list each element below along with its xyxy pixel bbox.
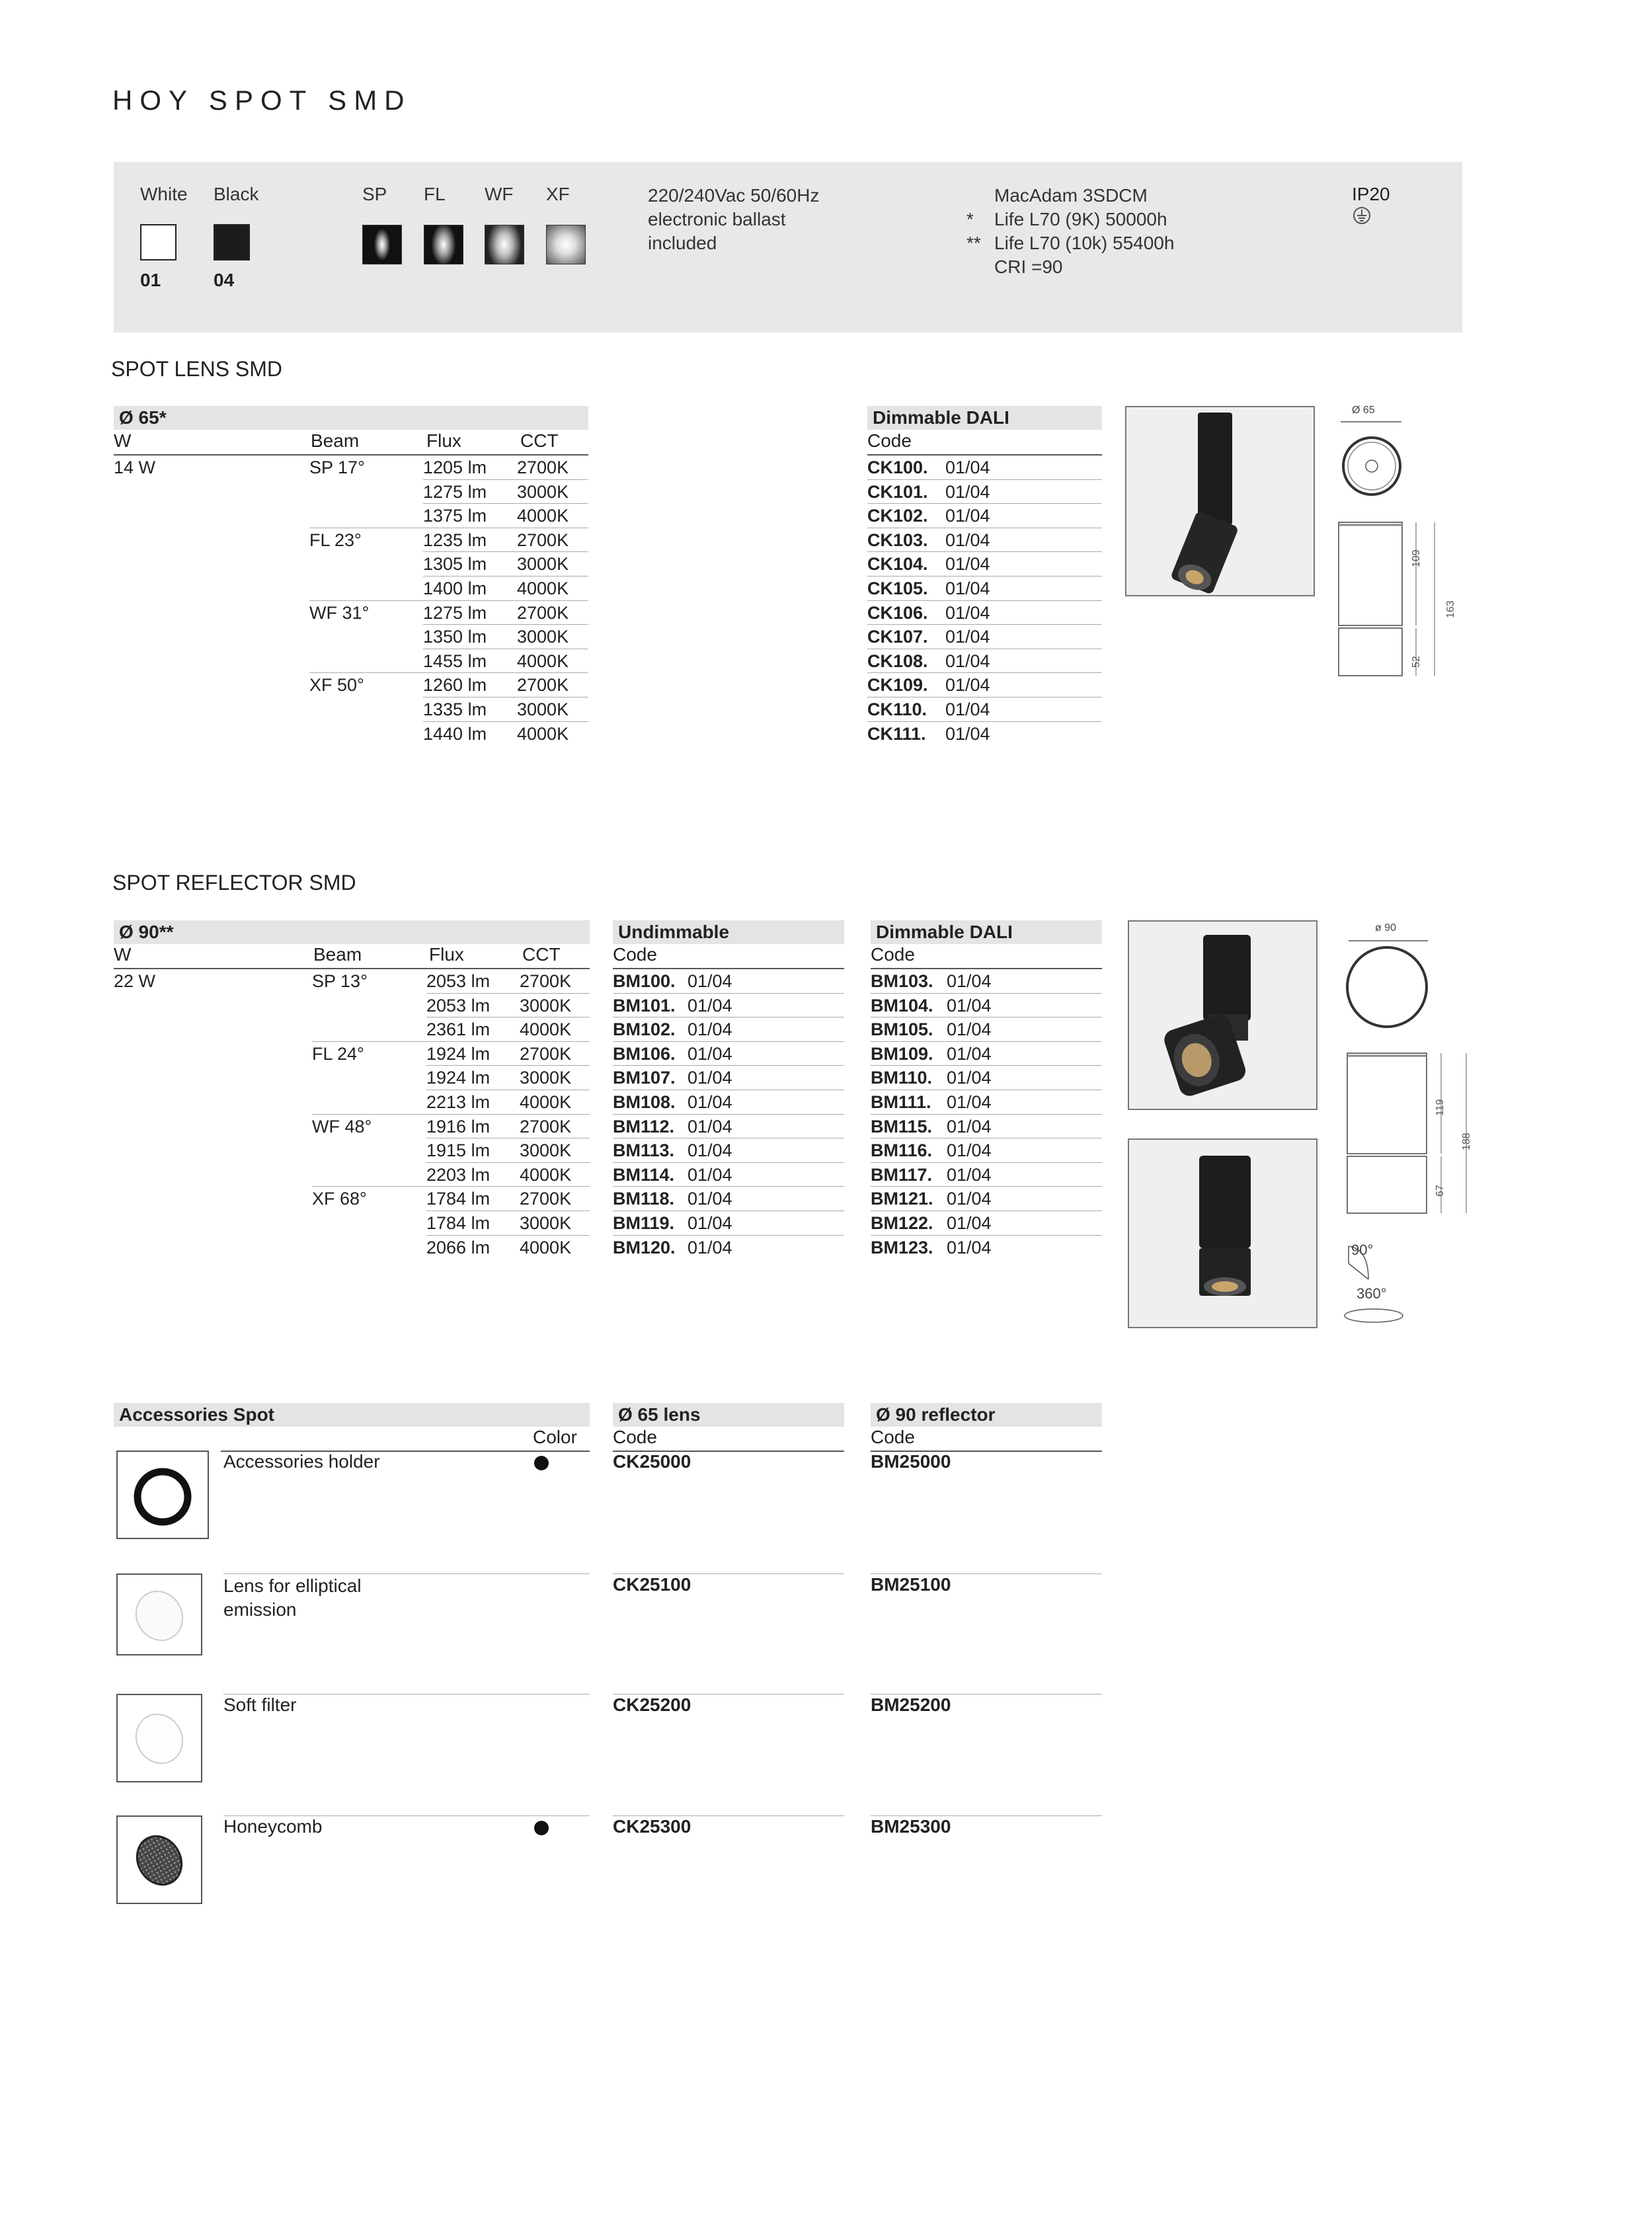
reflector-dim-h1: 119 bbox=[1435, 1099, 1446, 1116]
electrical-line: electronic ballast bbox=[648, 209, 786, 229]
reflector-undim-code: BM106. bbox=[613, 1043, 676, 1064]
spec-text: CRI =90 bbox=[994, 257, 1063, 277]
reflector-dali-color: 01/04 bbox=[947, 995, 992, 1015]
lens-dali-code: CK101. bbox=[867, 481, 928, 502]
reflector-undim-code: BM119. bbox=[613, 1213, 675, 1233]
reflector-col-w: W bbox=[114, 944, 132, 965]
reflector-flux: 1924 lm bbox=[426, 1068, 491, 1088]
lens-cct: 2700K bbox=[517, 675, 569, 696]
beam-label-wf: WF bbox=[485, 184, 514, 204]
lens-flux: 1260 lm bbox=[423, 675, 487, 696]
reflector-flux: 2213 lm bbox=[426, 1092, 491, 1112]
reflector-section-title: SPOT REFLECTOR SMD bbox=[112, 871, 356, 895]
lens-cct: 4000K bbox=[517, 506, 569, 526]
accessories-lens-header: Ø 65 lens bbox=[613, 1403, 844, 1427]
reflector-dali-code: BM104. bbox=[871, 995, 933, 1015]
reflector-col-flux: Flux bbox=[429, 944, 464, 965]
lens-dali-code: CK108. bbox=[867, 651, 928, 671]
reflector-flux: 2066 lm bbox=[426, 1237, 491, 1257]
reflector-undim-color: 01/04 bbox=[688, 995, 732, 1015]
lens-color-code: 01/04 bbox=[945, 530, 990, 550]
accessory-reflector-code: BM25000 bbox=[871, 1451, 951, 1472]
reflector-dim-total: 188 bbox=[1461, 1133, 1472, 1150]
reflector-dim-h2: 67 bbox=[1435, 1185, 1446, 1197]
lens-technical-drawing bbox=[1335, 417, 1468, 688]
reflector-dali-code: BM110. bbox=[871, 1068, 933, 1088]
lens-cct: 2700K bbox=[517, 458, 569, 477]
lens-dali-code: CK110. bbox=[867, 699, 927, 719]
reflector-flux: 2053 lm bbox=[426, 995, 491, 1015]
reflector-undim-color: 01/04 bbox=[688, 1164, 732, 1185]
beam-label-xf: XF bbox=[546, 184, 570, 204]
reflector-cct: 3000K bbox=[520, 1213, 572, 1233]
color-label-black: Black bbox=[214, 184, 259, 204]
lens-watt: 14 W bbox=[114, 458, 156, 477]
lens-dim-total: 163 bbox=[1445, 600, 1456, 618]
ground-icon bbox=[1353, 206, 1371, 225]
reflector-cct: 2700K bbox=[520, 971, 572, 991]
lens-dali-code: CK105. bbox=[867, 578, 928, 598]
lens-beam: SP 17° bbox=[309, 458, 365, 477]
reflector-dali-code: BM111. bbox=[871, 1092, 931, 1112]
lens-color-code: 01/04 bbox=[945, 506, 990, 526]
reflector-dali-color: 01/04 bbox=[947, 1019, 992, 1040]
lens-color-code: 01/04 bbox=[945, 627, 990, 647]
reflector-cct: 2700K bbox=[520, 1189, 572, 1209]
reflector-flux: 1784 lm bbox=[426, 1213, 491, 1233]
reflector-undim-code-header: Code bbox=[613, 944, 657, 965]
reflector-col-cct: CCT bbox=[522, 944, 561, 965]
reflector-dali-code: BM116. bbox=[871, 1140, 933, 1161]
reflector-undim-color: 01/04 bbox=[688, 1189, 732, 1209]
lens-cct: 3000K bbox=[517, 699, 569, 719]
lens-dali-code: CK102. bbox=[867, 506, 928, 526]
reflector-dali-color: 01/04 bbox=[947, 1043, 992, 1064]
reflector-undim-color: 01/04 bbox=[688, 1237, 732, 1257]
reflector-undim-code: BM102. bbox=[613, 1019, 676, 1040]
reflector-flux: 1916 lm bbox=[426, 1116, 491, 1136]
reflector-undim-color: 01/04 bbox=[688, 1213, 732, 1233]
lens-color-code: 01/04 bbox=[945, 554, 990, 575]
accessories-reflector-header: Ø 90 reflector bbox=[871, 1403, 1102, 1427]
reflector-cct: 3000K bbox=[520, 995, 572, 1015]
lens-color-code: 01/04 bbox=[945, 723, 990, 744]
reflector-diameter-header: Ø 90** bbox=[114, 920, 590, 944]
soft-filter-image bbox=[116, 1694, 202, 1782]
reflector-dali-color: 01/04 bbox=[947, 1140, 992, 1161]
lens-flux: 1275 lm bbox=[423, 481, 487, 502]
reflector-dali-code: BM117. bbox=[871, 1164, 933, 1185]
reflector-drawing-diameter: ø 90 bbox=[1375, 922, 1397, 934]
color-code-white: 01 bbox=[140, 270, 161, 290]
wf-beam-icon bbox=[485, 225, 524, 264]
reflector-dali-code: BM123. bbox=[871, 1237, 933, 1257]
lens-color-code: 01/04 bbox=[945, 699, 990, 719]
reflector-cct: 4000K bbox=[520, 1019, 572, 1040]
lens-dim-h1: 109 bbox=[1411, 549, 1422, 567]
lens-dali-code: CK111. bbox=[867, 723, 926, 744]
reflector-flux: 1924 lm bbox=[426, 1043, 491, 1064]
reflector-flux: 2053 lm bbox=[426, 971, 491, 991]
reflector-flux: 1784 lm bbox=[426, 1189, 491, 1209]
spec-text: Life L70 (10k) 55400h bbox=[994, 233, 1175, 253]
lens-cct: 3000K bbox=[517, 627, 569, 647]
lens-flux: 1335 lm bbox=[423, 699, 487, 719]
lens-flux: 1375 lm bbox=[423, 506, 487, 526]
reflector-undim-code: BM101. bbox=[613, 995, 676, 1015]
lens-cct: 4000K bbox=[517, 578, 569, 598]
reflector-beam: SP 13° bbox=[312, 971, 368, 991]
reflector-cct: 2700K bbox=[520, 1116, 572, 1136]
beam-label-fl: FL bbox=[424, 184, 446, 204]
spec-mark: * bbox=[966, 209, 974, 229]
reflector-undim-color: 01/04 bbox=[688, 1068, 732, 1088]
accessory-lens-code: CK25300 bbox=[613, 1816, 691, 1837]
lens-beam: WF 31° bbox=[309, 602, 370, 623]
accessory-reflector-code: BM25200 bbox=[871, 1694, 951, 1715]
reflector-cct: 4000K bbox=[520, 1164, 572, 1185]
reflector-undim-code: BM118. bbox=[613, 1189, 675, 1209]
lens-dali-code: CK100. bbox=[867, 458, 928, 477]
reflector-beam: WF 48° bbox=[312, 1116, 372, 1136]
lens-dali-code-header: Code bbox=[867, 430, 912, 451]
lens-cct: 4000K bbox=[517, 723, 569, 744]
lens-flux: 1205 lm bbox=[423, 458, 487, 477]
reflector-undim-color: 01/04 bbox=[688, 1140, 732, 1161]
lens-col-beam: Beam bbox=[311, 430, 360, 451]
reflector-dali-color: 01/04 bbox=[947, 971, 992, 991]
reflector-cct: 3000K bbox=[520, 1068, 572, 1088]
reflector-undim-color: 01/04 bbox=[688, 1043, 732, 1064]
accessory-name: Lens for elliptical emission bbox=[223, 1575, 362, 1620]
black-color-dot bbox=[534, 1821, 549, 1835]
reflector-beam: XF 68° bbox=[312, 1189, 367, 1209]
reflector-cct: 4000K bbox=[520, 1092, 572, 1112]
accessories-holder-image bbox=[116, 1451, 209, 1539]
reflector-flux: 2203 lm bbox=[426, 1164, 491, 1185]
reflector-dali-code: BM115. bbox=[871, 1116, 933, 1136]
electrical-line: included bbox=[648, 233, 717, 253]
reflector-dali-color: 01/04 bbox=[947, 1213, 992, 1233]
black-color-dot bbox=[534, 1456, 549, 1470]
lens-diameter-header: Ø 65* bbox=[114, 406, 588, 430]
rotate-angle-label: 360° bbox=[1357, 1285, 1387, 1302]
accessories-color-header: Color bbox=[533, 1427, 577, 1447]
beam-label-sp: SP bbox=[362, 184, 387, 204]
accessory-reflector-code: BM25300 bbox=[871, 1816, 951, 1837]
reflector-undim-color: 01/04 bbox=[688, 1116, 732, 1136]
fl-beam-icon bbox=[424, 225, 463, 264]
accessory-name: Accessories holder bbox=[223, 1451, 380, 1472]
lens-flux: 1400 lm bbox=[423, 578, 487, 598]
reflector-dali-color: 01/04 bbox=[947, 1116, 992, 1136]
reflector-cct: 2700K bbox=[520, 1043, 572, 1064]
ip-rating: IP20 bbox=[1352, 184, 1390, 204]
color-code-black: 04 bbox=[214, 270, 235, 290]
reflector-undim-code: BM112. bbox=[613, 1116, 675, 1136]
reflector-dali-code: BM109. bbox=[871, 1043, 933, 1064]
lens-dim-h2: 52 bbox=[1411, 656, 1422, 668]
reflector-undim-code: BM113. bbox=[613, 1140, 675, 1161]
page-title: HOY SPOT SMD bbox=[112, 85, 412, 116]
reflector-cct: 4000K bbox=[520, 1237, 572, 1257]
reflector-undim-color: 01/04 bbox=[688, 1019, 732, 1040]
reflector-cct: 3000K bbox=[520, 1140, 572, 1161]
reflector-dali-code: BM105. bbox=[871, 1019, 933, 1040]
white-swatch bbox=[140, 224, 177, 260]
lens-flux: 1275 lm bbox=[423, 602, 487, 623]
lens-col-w: W bbox=[114, 430, 132, 451]
reflector-dali-color: 01/04 bbox=[947, 1237, 992, 1257]
elliptical-lens-image bbox=[116, 1573, 202, 1655]
accessories-lens-code-header: Code bbox=[613, 1427, 657, 1447]
reflector-undim-code: BM108. bbox=[613, 1092, 676, 1112]
accessories-header: Accessories Spot bbox=[114, 1403, 590, 1427]
lens-color-code: 01/04 bbox=[945, 481, 990, 502]
reflector-undim-color: 01/04 bbox=[688, 971, 732, 991]
spec-mark: ** bbox=[966, 233, 981, 253]
lens-flux: 1235 lm bbox=[423, 530, 487, 550]
reflector-undim-code: BM100. bbox=[613, 971, 676, 991]
reflector-undim-color: 01/04 bbox=[688, 1092, 732, 1112]
electrical-info bbox=[648, 184, 819, 255]
sp-beam-icon bbox=[362, 225, 402, 264]
black-swatch bbox=[214, 224, 250, 260]
honeycomb-image bbox=[116, 1815, 202, 1904]
spec-text: Life L70 (9K) 50000h bbox=[994, 209, 1167, 229]
lens-dali-code: CK103. bbox=[867, 530, 928, 550]
spec-text: MacAdam 3SDCM bbox=[994, 185, 1148, 206]
lens-flux: 1455 lm bbox=[423, 651, 487, 671]
lens-color-code: 01/04 bbox=[945, 602, 990, 623]
color-label-white: White bbox=[140, 184, 188, 204]
accessory-lens-code: CK25100 bbox=[613, 1574, 691, 1595]
lens-dali-code: CK109. bbox=[867, 675, 928, 696]
reflector-flux: 2361 lm bbox=[426, 1019, 491, 1040]
lens-cct: 3000K bbox=[517, 554, 569, 575]
lens-color-code: 01/04 bbox=[945, 458, 990, 477]
lens-beam: XF 50° bbox=[309, 675, 364, 696]
reflector-product-photo-tilted bbox=[1128, 920, 1318, 1110]
lens-col-cct: CCT bbox=[520, 430, 559, 451]
reflector-dali-code-header: Code bbox=[871, 944, 915, 965]
lens-dali-code: CK106. bbox=[867, 602, 928, 623]
lens-dali-header: Dimmable DALI bbox=[867, 406, 1102, 430]
reflector-dali-header: Dimmable DALI bbox=[871, 920, 1102, 944]
lens-color-code: 01/04 bbox=[945, 651, 990, 671]
lens-cct: 2700K bbox=[517, 530, 569, 550]
reflector-dali-color: 01/04 bbox=[947, 1092, 992, 1112]
accessory-name: Honeycomb bbox=[223, 1816, 323, 1837]
lens-cct: 4000K bbox=[517, 651, 569, 671]
electrical-line: 220/240Vac 50/60Hz bbox=[648, 185, 820, 206]
accessories-reflector-code-header: Code bbox=[871, 1427, 915, 1447]
reflector-dali-code: BM103. bbox=[871, 971, 933, 991]
lens-cct: 2700K bbox=[517, 602, 569, 623]
reflector-dali-code: BM122. bbox=[871, 1213, 933, 1233]
lens-color-code: 01/04 bbox=[945, 578, 990, 598]
reflector-undim-header: Undimmable bbox=[613, 920, 844, 944]
accessory-name: Soft filter bbox=[223, 1694, 297, 1715]
reflector-flux: 1915 lm bbox=[426, 1140, 491, 1161]
lens-dali-code: CK107. bbox=[867, 627, 928, 647]
spec-info bbox=[966, 184, 1174, 279]
xf-beam-icon bbox=[546, 225, 586, 264]
accessory-lens-code: CK25200 bbox=[613, 1694, 691, 1715]
lens-beam: FL 23° bbox=[309, 530, 362, 550]
reflector-undim-code: BM120. bbox=[613, 1237, 676, 1257]
lens-product-photo bbox=[1125, 406, 1315, 596]
lens-dali-code: CK104. bbox=[867, 554, 928, 575]
reflector-product-photo-straight bbox=[1128, 1138, 1318, 1328]
lens-cct: 3000K bbox=[517, 481, 569, 502]
lens-color-code: 01/04 bbox=[945, 675, 990, 696]
lens-drawing-diameter: Ø 65 bbox=[1352, 405, 1375, 416]
reflector-watt: 22 W bbox=[114, 971, 156, 991]
lens-section-title: SPOT LENS SMD bbox=[111, 357, 283, 381]
reflector-col-beam: Beam bbox=[313, 944, 362, 965]
reflector-dali-color: 01/04 bbox=[947, 1164, 992, 1185]
reflector-undim-code: BM114. bbox=[613, 1164, 675, 1185]
lens-flux: 1440 lm bbox=[423, 723, 487, 744]
accessory-lens-code: CK25000 bbox=[613, 1451, 691, 1472]
lens-flux: 1350 lm bbox=[423, 627, 487, 647]
accessory-reflector-code: BM25100 bbox=[871, 1574, 951, 1595]
lens-col-flux: Flux bbox=[426, 430, 461, 451]
reflector-dali-color: 01/04 bbox=[947, 1189, 992, 1209]
reflector-dali-code: BM121. bbox=[871, 1189, 933, 1209]
reflector-dali-color: 01/04 bbox=[947, 1068, 992, 1088]
lens-flux: 1305 lm bbox=[423, 554, 487, 575]
tilt-angle-label: 90° bbox=[1351, 1242, 1374, 1258]
reflector-undim-code: BM107. bbox=[613, 1068, 676, 1088]
reflector-beam: FL 24° bbox=[312, 1043, 364, 1064]
